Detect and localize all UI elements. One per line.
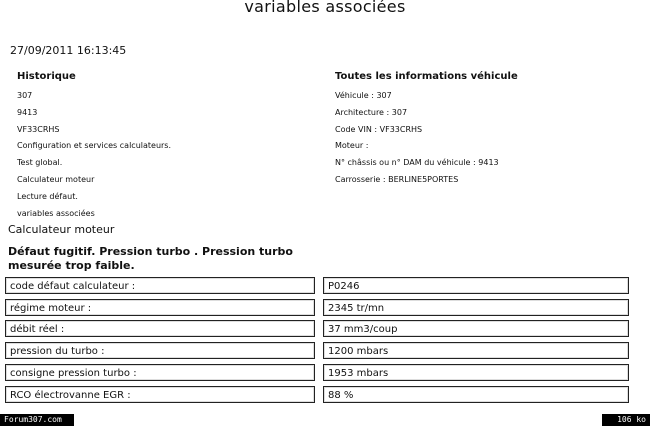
vehicle-info-heading: Toutes les informations véhicule [335,71,518,82]
vehicle-info-item: N° châssis ou n° DAM du véhicule : 9413 [335,158,499,168]
section-title: Calculateur moteur [8,223,115,236]
historique-heading: Historique [17,71,76,82]
variable-value: 1953 mbars [323,364,629,381]
historique-item: Calculateur moteur [17,174,95,184]
vehicle-info-item: Moteur : [335,141,369,151]
historique-item: 9413 [17,107,38,117]
variable-label: code défaut calculateur : [5,277,315,294]
table-row [5,386,630,405]
historique-item: 307 [17,91,33,100]
table-row [5,342,630,361]
historique-item: variables associées [17,208,95,218]
variable-value: 88 % [323,386,629,403]
variable-value: 1200 mbars [323,342,629,359]
table-row [5,320,630,339]
vehicle-info-item: Architecture : 307 [335,107,408,117]
vehicle-info-item: Véhicule : 307 [335,91,392,100]
table-row [5,277,630,296]
variable-label: consigne pression turbo : [5,364,315,381]
variable-label: pression du turbo : [5,342,315,359]
variable-value: P0246 [323,277,629,294]
variable-value: 37 mm3/coup [323,320,629,337]
watermark-site: Forum307.com [0,414,74,426]
vehicle-info-item: Carrosserie : BERLINE5PORTES [335,174,459,184]
fault-description: Défaut fugitif. Pression turbo . Pression turbo mesurée trop faible. [8,245,293,272]
report-datetime: 27/09/2011 16:13:45 [10,44,127,57]
table-row [5,299,630,318]
historique-item: VF33CRHS [17,124,60,134]
vehicle-info-panel [335,71,645,189]
page-title: variables associées [244,0,406,16]
variable-label: RCO électrovanne EGR : [5,386,315,403]
variable-label: débit réel : [5,320,315,337]
table-row [5,364,630,383]
file-size-badge: 106 ko [602,414,650,426]
historique-panel [17,71,317,222]
vehicle-info-item: Code VIN : VF33CRHS [335,124,423,134]
historique-item: Lecture défaut. [17,191,78,201]
historique-item: Test global. [17,158,63,168]
variable-value: 2345 tr/mn [323,299,629,316]
historique-item: Configuration et services calculateurs. [17,141,172,151]
variable-label: régime moteur : [5,299,315,316]
